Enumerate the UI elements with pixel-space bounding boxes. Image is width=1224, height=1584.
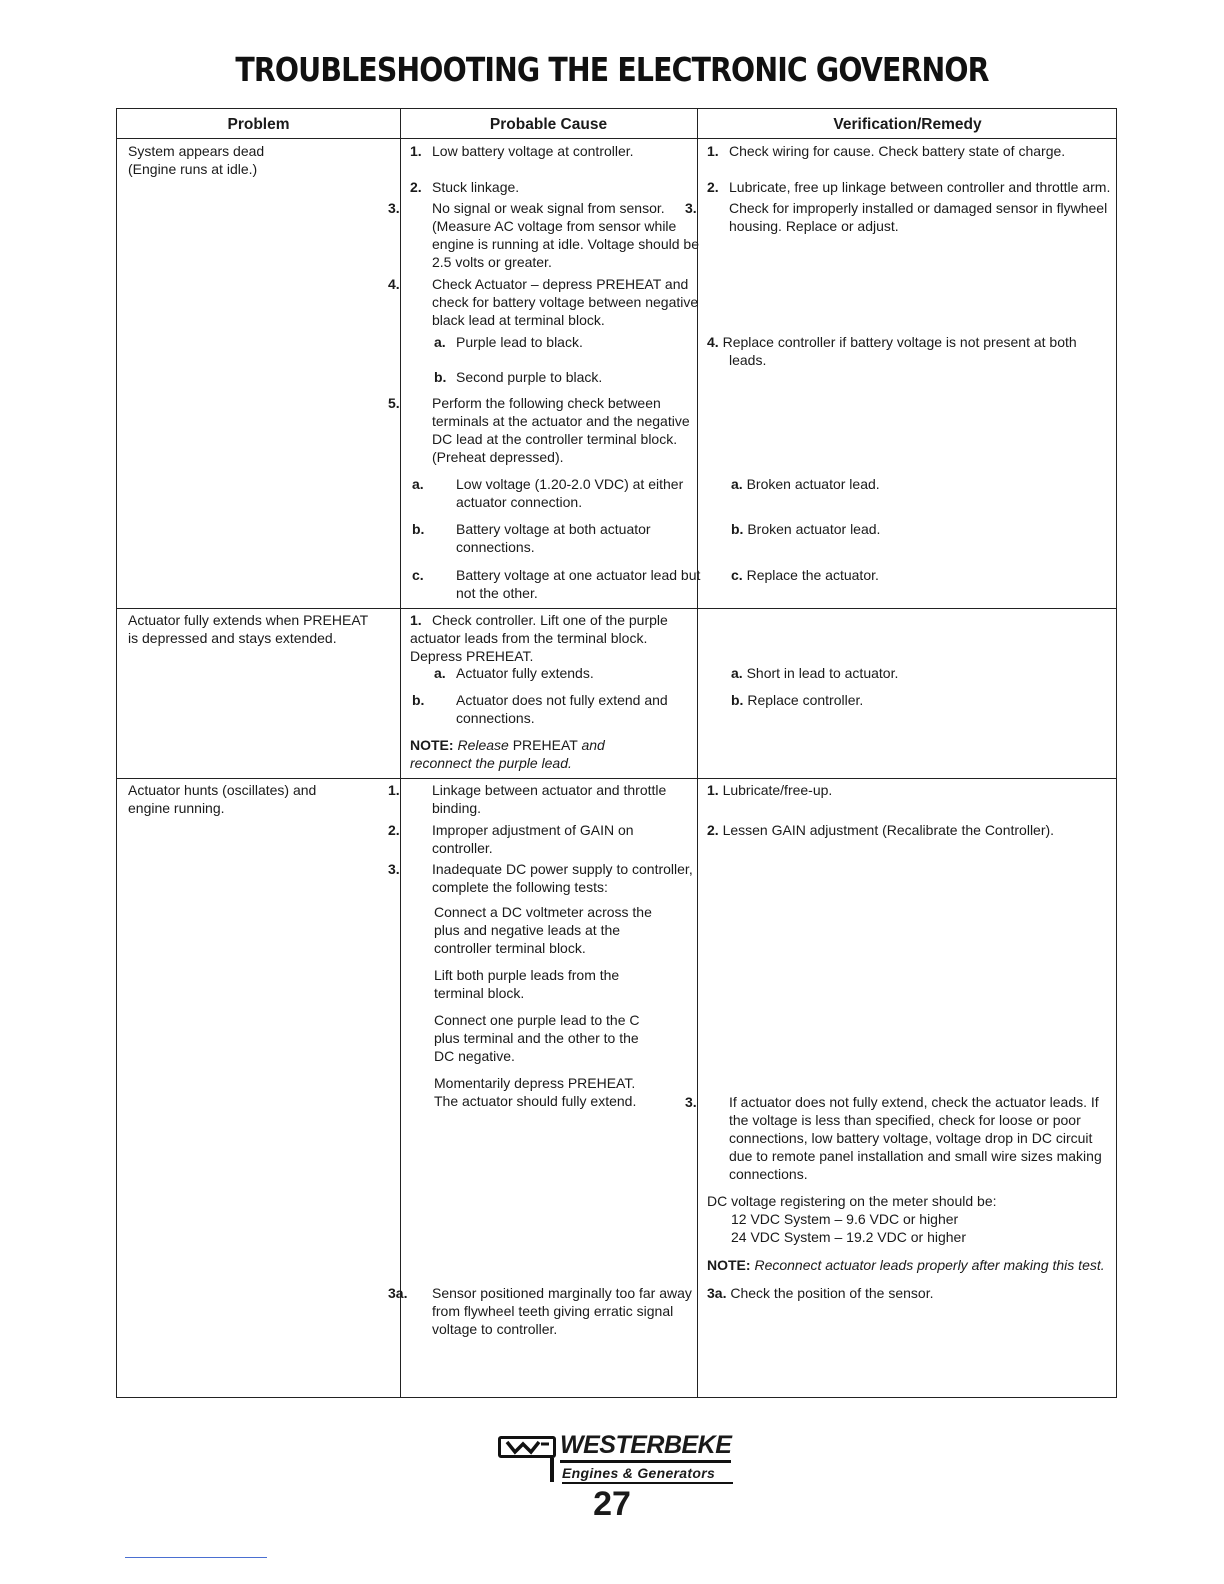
remedy-item: 3. If actuator does not fully extend, check the actuator leads. If the voltage is less than specified, check for loose or poor connections, low battery voltage, voltage drop in DC circuit due to remote panel installation and small wire sizes making connections. xyxy=(685,1094,1102,1182)
dc-voltage-intro: DC voltage registering on the meter should be: xyxy=(707,1193,997,1209)
problem-line: Actuator hunts (oscillates) and xyxy=(128,782,317,798)
row-divider xyxy=(117,778,1116,779)
cause-item: 3. Inadequate DC power supply to controller, complete the following tests: xyxy=(388,861,693,895)
remedy-item: 4. Replace controller if battery voltage is not present at both leads. xyxy=(707,334,1077,368)
logo-mark-icon xyxy=(498,1436,556,1458)
problem-line: System appears dead xyxy=(128,143,265,159)
cause-subitem: b. Actuator does not fully extend and connections. xyxy=(412,692,668,726)
cause-subitem: a. Low voltage (1.20-2.0 VDC) at either actuator connection. xyxy=(412,476,684,510)
brand-logo xyxy=(498,1430,748,1486)
cause-item: 1. Check controller. Lift one of the purple actuator leads from the terminal block. Depress PREHEAT. xyxy=(410,612,668,664)
brand-tagline: Engines & Generators xyxy=(562,1464,733,1484)
cause-subitem: b. Second purple to black. xyxy=(434,369,603,385)
remedy-item: 2. Lubricate, free up linkage between controller and throttle arm. xyxy=(707,179,1111,195)
cause-subitem: c. Battery voltage at one actuator lead but not the other. xyxy=(412,567,701,601)
remedy-subitem: b. Replace controller. xyxy=(731,692,864,708)
remedy-item: 3. Check for improperly installed or damaged sensor in flywheel housing. Replace or adjust. xyxy=(685,200,1108,234)
column-divider xyxy=(400,109,401,1397)
problem-line: is depressed and stays extended. xyxy=(128,630,337,646)
cause-paragraph: Lift both purple leads from the terminal block. xyxy=(434,967,620,1001)
cause-item: 2. Stuck linkage. xyxy=(410,179,520,195)
problem-line: engine running. xyxy=(128,800,225,816)
cause-item: 5. Perform the following check between terminals at the actuator and the negative DC lead at the controller terminal block. (Preheat depressed). xyxy=(388,395,690,465)
cause-paragraph: Connect one purple lead to the C plus terminal and the other to the DC negative. xyxy=(434,1012,640,1064)
cause-paragraph: Momentarily depress PREHEAT. The actuator should fully extend. xyxy=(434,1075,637,1109)
remedy-item: 3a. Check the position of the sensor. xyxy=(707,1285,934,1301)
cause-subitem: a. Actuator fully extends. xyxy=(434,665,594,681)
page-number: 27 xyxy=(593,1485,631,1523)
logo-stem xyxy=(550,1458,554,1482)
problem-line: (Engine runs at idle.) xyxy=(128,161,258,177)
cause-item: 3a. Sensor positioned marginally too far away from flywheel teeth giving erratic signal voltage to controller. xyxy=(388,1285,692,1337)
header-remedy: Verification/Remedy xyxy=(833,116,982,133)
cause-item: 1. Low battery voltage at controller. xyxy=(410,143,634,159)
problem-line: Actuator fully extends when PREHEAT xyxy=(128,612,369,628)
cause-subitem: a. Purple lead to black. xyxy=(434,334,583,350)
note: NOTE: Reconnect actuator leads properly after making this test. xyxy=(707,1257,1105,1273)
cause-paragraph: Connect a DC voltmeter across the plus and negative leads at the controller terminal block. xyxy=(434,904,652,956)
cause-item: 3. No signal or weak signal from sensor. (Measure AC voltage from sensor while engine is running at idle. Voltage should be 2.5 volts or greater. xyxy=(388,200,699,270)
row-divider xyxy=(117,608,1116,609)
remedy-subitem: b. Broken actuator lead. xyxy=(731,521,881,537)
header-cause: Probable Cause xyxy=(489,116,608,133)
remedy-subitem: c. Replace the actuator. xyxy=(731,567,879,583)
remedy-subitem: a. Short in lead to actuator. xyxy=(731,665,899,681)
page-title: TROUBLESHOOTING THE ELECTRONIC GOVERNOR xyxy=(235,50,989,89)
remedy-item: 1. Lubricate/free-up. xyxy=(707,782,833,798)
dc-voltage-spec: 24 VDC System – 19.2 VDC or higher xyxy=(731,1229,966,1245)
cause-subitem: b. Battery voltage at both actuator connections. xyxy=(412,521,651,555)
cause-item: 2. Improper adjustment of GAIN on controller. xyxy=(388,822,634,856)
remedy-item: 2. Lessen GAIN adjustment (Recalibrate the Controller). xyxy=(707,822,1055,838)
cause-item: 1. Linkage between actuator and throttle binding. xyxy=(388,782,667,816)
note: NOTE: Release PREHEAT and reconnect the purple lead. xyxy=(410,737,605,771)
remedy-item: 1. Check wiring for cause. Check battery state of charge. xyxy=(707,143,1066,159)
brand-name: WESTERBEKE xyxy=(560,1430,731,1463)
scan-artifact-line xyxy=(125,1557,267,1558)
dc-voltage-spec: 12 VDC System – 9.6 VDC or higher xyxy=(731,1211,959,1227)
header-problem: Problem xyxy=(227,116,290,133)
remedy-subitem: a. Broken actuator lead. xyxy=(731,476,880,492)
cause-item: 4. Check Actuator – depress PREHEAT and check for battery voltage between negative black lead at terminal block. xyxy=(388,276,699,328)
header-divider xyxy=(117,138,1116,139)
